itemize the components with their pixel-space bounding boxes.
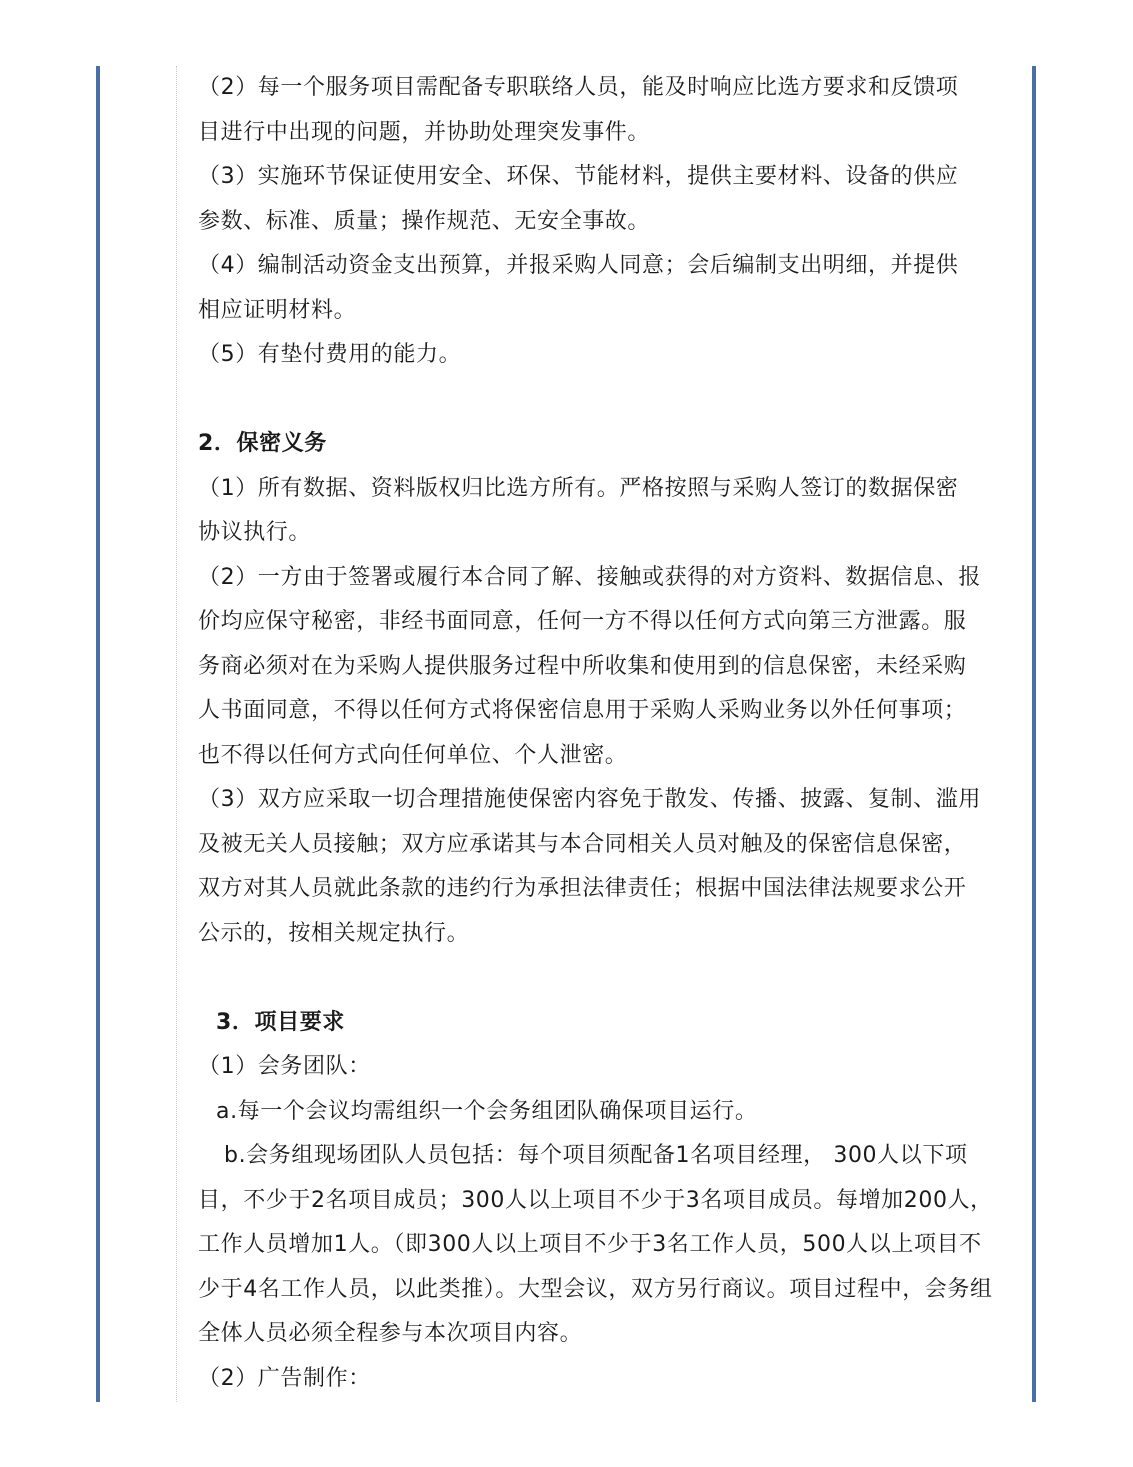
paragraph: （2）一方由于签署或履行本合同了解、接触或获得的对方资料、数据信息、报价均应保守秘密，非经书面同意，任何一方不得以任何方式向第三方泄露。服务商必须对在为采购人提供服务过程中所收集和使用到的信息保密，未经采购人书面同意，不得以任何方式将保密信息用于采购人采购业务以外任何事项；也不得以任何方式向任何单位、个人泄密。 xyxy=(198,564,981,768)
section-heading: 3．项目要求 xyxy=(216,1009,345,1035)
paragraph: （1）所有数据、资料版权归比选方所有。严格按照与采购人签订的数据保密协议执行。 xyxy=(198,475,959,545)
paragraph: （4）编制活动资金支出预算，并报采购人同意；会后编制支出明细，并提供相应证明材料。 xyxy=(198,253,959,323)
paragraph: （5）有垫付费用的能力。 xyxy=(198,342,462,367)
section-heading: 2．保密义务 xyxy=(198,431,327,456)
paragraph: （3）实施环节保证使用安全、环保、节能材料，提供主要材料、设备的供应参数、标准、质量；操作规范、无安全事故。 xyxy=(198,164,959,234)
paragraph: （3）双方应采取一切合理措施使保密内容免于散发、传播、披露、复制、滥用及被无关人员接触；双方应承诺其与本合同相关人员对触及的保密信息保密，双方对其人员就此条款的违约行为承担法律责任；根据中国法律法规要求公开公示的，按相关规定执行。 xyxy=(198,787,981,946)
spacer xyxy=(198,378,998,423)
right-border-rule xyxy=(1032,66,1036,1402)
spacer xyxy=(198,956,998,1001)
paragraph: （2）广告制作： xyxy=(198,1365,371,1391)
paragraph: （2）每一个服务项目需配备专职联络人员，能及时响应比选方要求和反馈项目进行中出现的问题，并协助处理突发事件。 xyxy=(198,75,959,145)
document-body xyxy=(198,66,998,1401)
dotted-margin-guide xyxy=(176,66,177,1402)
left-border-rule xyxy=(96,66,100,1402)
paragraph: b.会务组现场团队人员包括：每个项目须配备1名项目经理， 300人以下项目，不少于2名项目成员；300人以上项目不少于3名项目成员。每增加200人，工作人员增加1人。（即300人以上项目不少于3名工作人员，500人以上项目不少于4名工作人员，以此类推）。大型会议，双方另行商议。项目过程中，会务组全体人员必须全程参与本次项目内容。 xyxy=(198,1143,993,1346)
paragraph: （1）会务团队： xyxy=(198,1054,371,1079)
paragraph: a.每一个会议均需组织一个会务组团队确保项目运行。 xyxy=(216,1098,758,1124)
